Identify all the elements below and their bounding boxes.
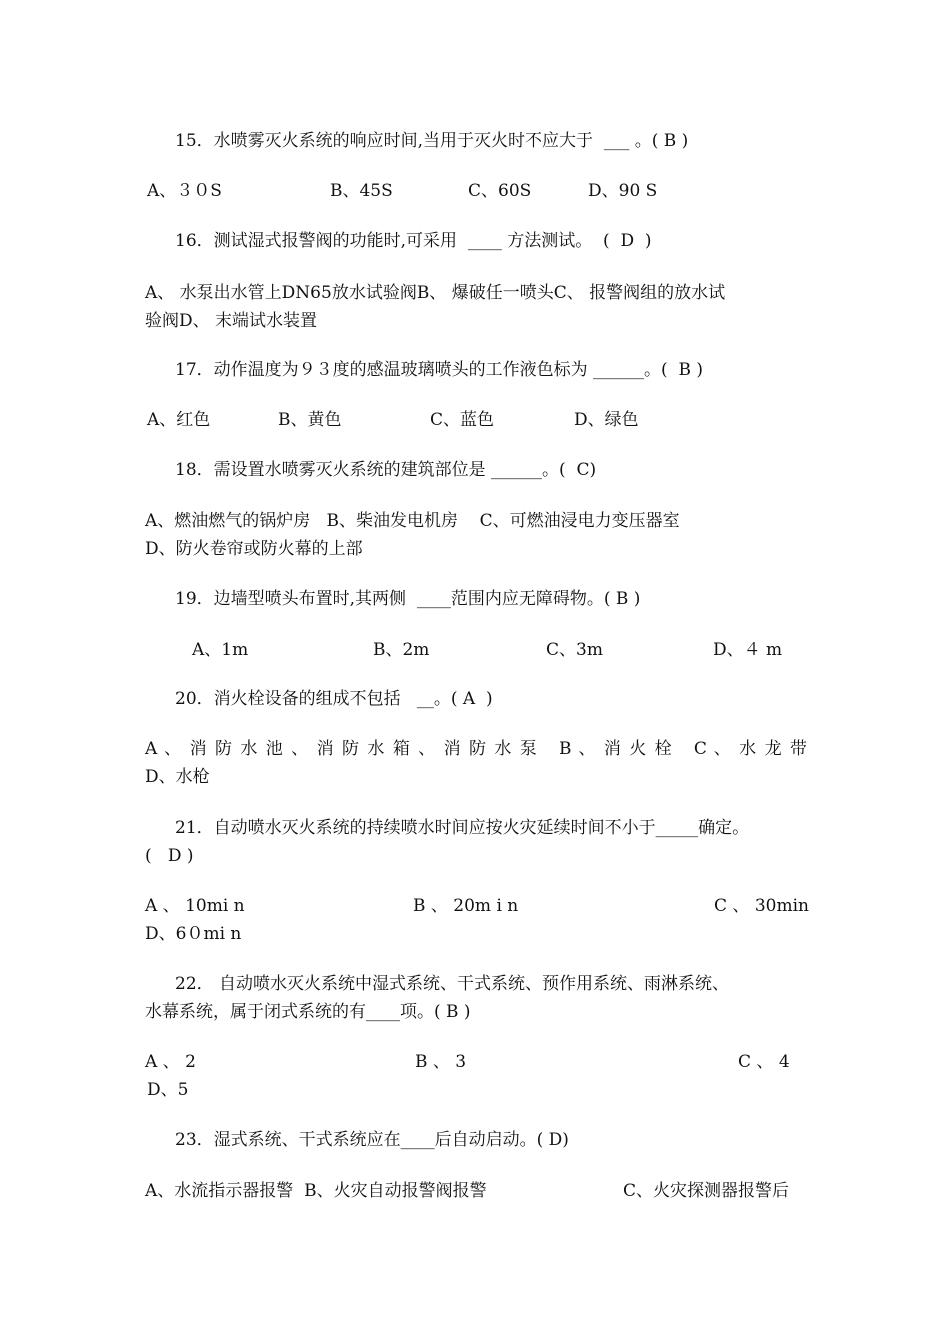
option-d: D、6０mi n bbox=[145, 924, 242, 944]
question-22-line2: 水幕系统，属于闭式系统的有____项。( B ) bbox=[145, 1002, 471, 1022]
option-d: D、绿色 bbox=[574, 410, 639, 430]
option-b: B 、 20m i n bbox=[413, 896, 519, 916]
option-b: B、45S bbox=[330, 181, 393, 201]
option-a: A 、 2 bbox=[145, 1052, 196, 1072]
question-21: 21．自动喷水灭火系统的持续喷水时间应按火灾延续时间不小于_____确定。 bbox=[175, 818, 750, 838]
option-a: A、红色 bbox=[147, 410, 211, 430]
question-22: 22． 自动喷水灭火系统中湿式系统、干式系统、预作用系统、雨淋系统、 bbox=[175, 974, 730, 994]
question-23: 23．湿式系统、干式系统应在____后自动启动。( D) bbox=[175, 1130, 569, 1150]
option-c: C、3m bbox=[546, 640, 603, 660]
question-17: 17．动作温度为９３度的感温玻璃喷头的工作液色标为 ______。( B ) bbox=[175, 360, 704, 380]
question-16: 16．测试湿式报警阀的功能时,可采用 ____ 方法测试。 ( D ) bbox=[175, 231, 652, 251]
option-c: C、蓝色 bbox=[430, 410, 495, 430]
options-20-line2: D、水枪 bbox=[145, 767, 210, 787]
option-b: B、黄色 bbox=[278, 410, 342, 430]
question-19: 19．边墙型喷头布置时,其两侧 ____范围内应无障碍物。( B ) bbox=[175, 589, 641, 609]
option-a: A 、 10mi n bbox=[145, 896, 245, 916]
option-c: C、火灾探测器报警后 bbox=[623, 1181, 790, 1201]
option-d: D、４ m bbox=[713, 640, 783, 660]
options-23-ab: A、水流指示器报警 B、火灾自动报警阀报警 bbox=[145, 1181, 487, 1201]
option-c: C 、 4 bbox=[738, 1052, 790, 1072]
option-b: B 、 3 bbox=[415, 1052, 467, 1072]
options-16-line1: A、 水泵出水管上DN65放水试验阀B、 爆破任一喷头C、 报警阀组的放水试 bbox=[145, 283, 726, 303]
option-a: A、1m bbox=[192, 640, 249, 660]
options-20-line1: A 、 消 防 水 池 、 消 防 水 箱 、 消 防 水 泵 B 、 消 火 栓 C 、 水 龙 带 bbox=[145, 739, 807, 759]
option-d: D、5 bbox=[147, 1080, 189, 1100]
option-c: C、60S bbox=[468, 181, 532, 201]
option-c: C 、 30min bbox=[714, 896, 809, 916]
options-16-line2: 验阀D、 末端试水装置 bbox=[145, 311, 318, 331]
option-d: D、90 S bbox=[588, 181, 658, 201]
option-b: B、2m bbox=[373, 640, 430, 660]
options-18-line1: A、燃油燃气的锅炉房 B、柴油发电机房 C、可燃油浸电力变压器室 bbox=[145, 511, 680, 531]
question-18: 18．需设置水喷雾灭火系统的建筑部位是 ______。( C) bbox=[175, 460, 597, 480]
options-18-line2: D、防火卷帘或防火幕的上部 bbox=[145, 539, 363, 559]
question-20: 20．消火栓设备的组成不包括 __。( A ) bbox=[175, 689, 493, 709]
question-15: 15．水喷雾灭火系统的响应时间,当用于灭火时不应大于 ___ 。( B ) bbox=[175, 131, 689, 151]
question-21-answer: ( D ) bbox=[145, 846, 194, 866]
option-a: A、３０S bbox=[147, 181, 222, 201]
